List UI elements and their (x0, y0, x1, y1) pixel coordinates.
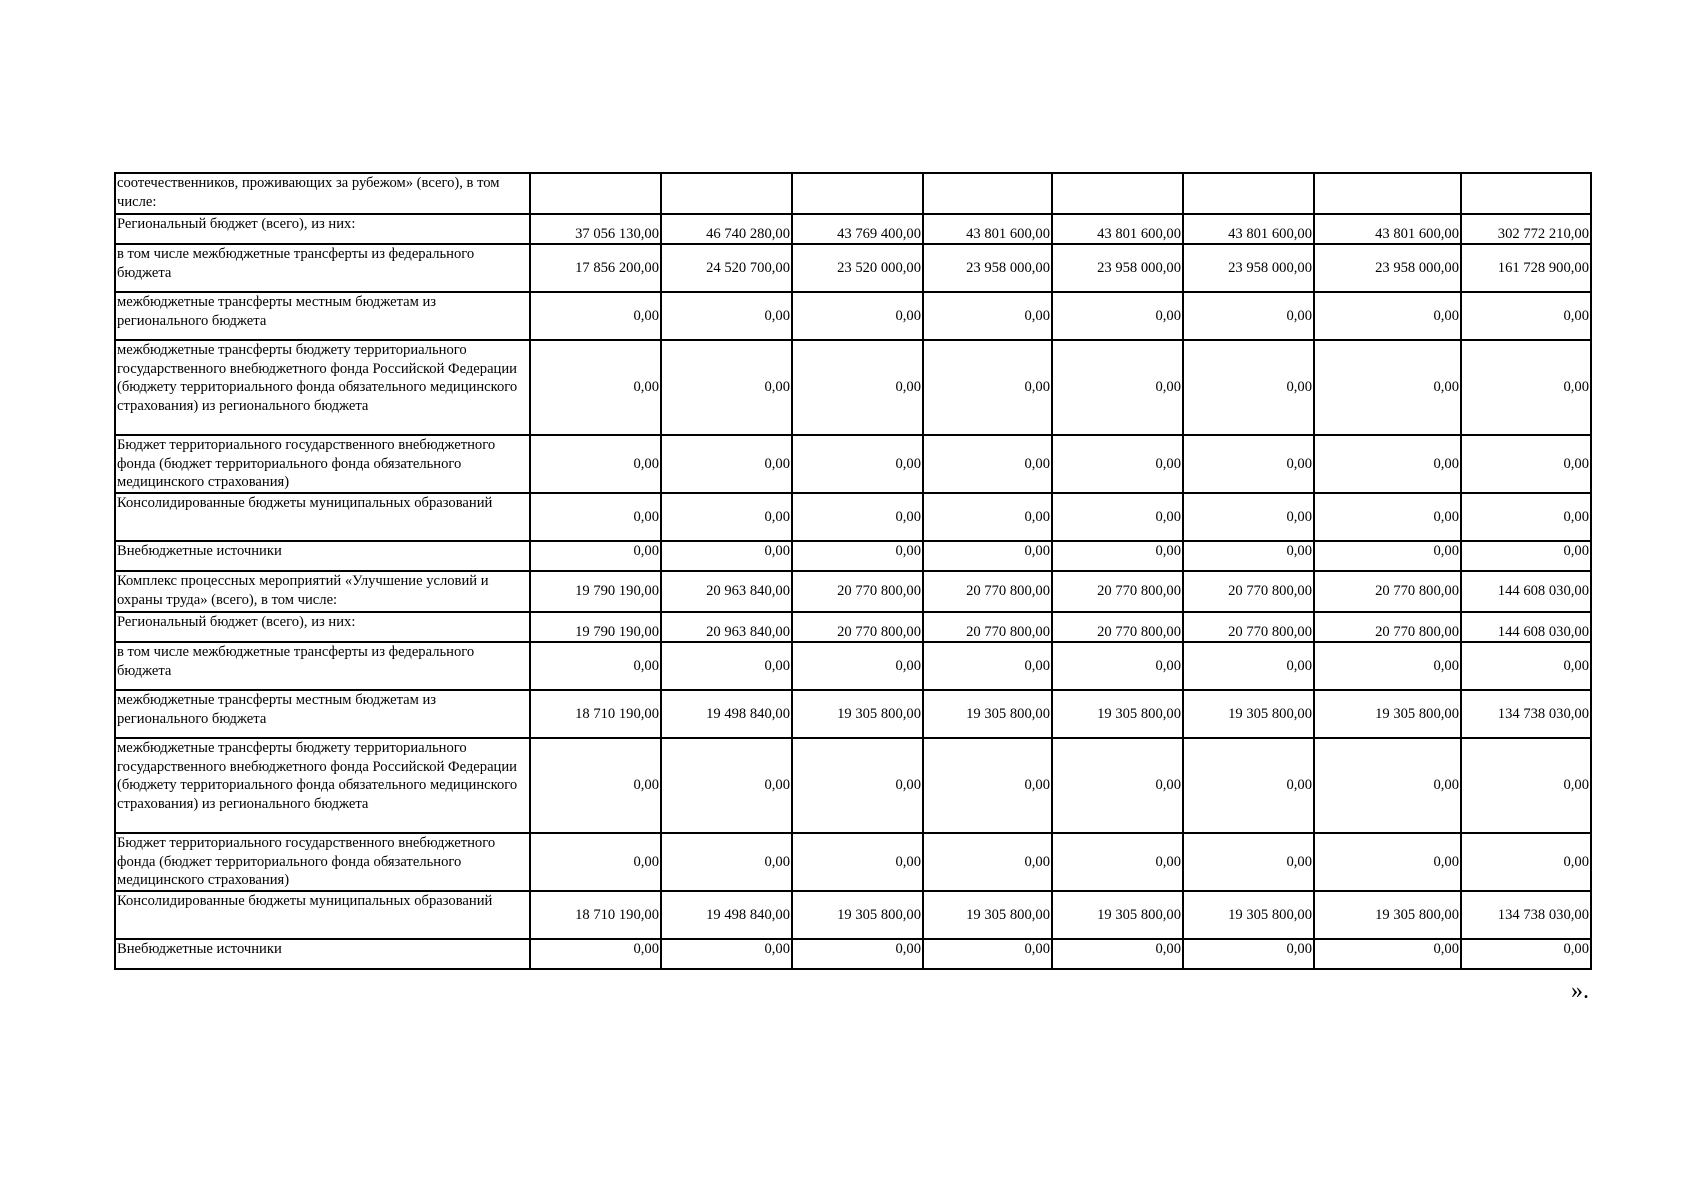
value-cell: 0,00 (1183, 435, 1314, 493)
budget-table (114, 172, 1592, 970)
value-cell: 0,00 (1314, 340, 1461, 435)
value-cell: 19 305 800,00 (923, 690, 1052, 738)
value-cell: 0,00 (530, 292, 661, 340)
table-row (115, 435, 1591, 493)
table-row (115, 642, 1591, 690)
value-cell: 0,00 (1314, 939, 1461, 969)
value-cell: 0,00 (661, 833, 792, 891)
row-label: Бюджет территориального государственного внебюджетного фонда (бюджет территориального фонда обязательного медицинского страхования) (115, 435, 530, 493)
row-label: межбюджетные трансферты бюджету территориального государственного внебюджетного фонда Российской Федерации (бюджету территориального фонда обязательного медицинского страхования) из регионального бюджета (115, 738, 530, 833)
value-cell: 0,00 (661, 340, 792, 435)
value-cell: 19 305 800,00 (923, 891, 1052, 939)
value-cell: 0,00 (923, 340, 1052, 435)
value-cell: 144 608 030,00 (1461, 571, 1591, 612)
value-cell: 0,00 (923, 738, 1052, 833)
value-cell: 0,00 (1314, 493, 1461, 541)
value-cell: 20 770 800,00 (1314, 612, 1461, 642)
value-cell: 0,00 (923, 292, 1052, 340)
table-row (115, 173, 1591, 214)
value-cell: 161 728 900,00 (1461, 244, 1591, 292)
row-label: в том числе межбюджетные трансферты из федерального бюджета (115, 642, 530, 690)
value-cell: 20 963 840,00 (661, 612, 792, 642)
value-cell: 0,00 (1461, 939, 1591, 969)
value-cell: 0,00 (530, 738, 661, 833)
value-cell: 0,00 (1052, 435, 1183, 493)
value-cell: 0,00 (1461, 642, 1591, 690)
value-cell: 20 770 800,00 (923, 571, 1052, 612)
value-cell: 0,00 (1461, 493, 1591, 541)
value-cell: 0,00 (1461, 738, 1591, 833)
closing-quote-mark: ». (1571, 978, 1589, 1004)
value-cell: 20 770 800,00 (792, 571, 923, 612)
table-row (115, 612, 1591, 642)
value-cell: 18 710 190,00 (530, 690, 661, 738)
value-cell: 18 710 190,00 (530, 891, 661, 939)
table-body (115, 173, 1591, 969)
value-cell: 0,00 (1183, 939, 1314, 969)
value-cell (792, 173, 923, 214)
value-cell: 0,00 (1314, 642, 1461, 690)
value-cell: 19 498 840,00 (661, 690, 792, 738)
row-label: Внебюджетные источники (115, 541, 530, 571)
value-cell: 134 738 030,00 (1461, 891, 1591, 939)
value-cell: 19 305 800,00 (792, 891, 923, 939)
value-cell: 23 958 000,00 (1052, 244, 1183, 292)
value-cell: 0,00 (1052, 642, 1183, 690)
table-row (115, 571, 1591, 612)
value-cell (661, 173, 792, 214)
table-row (115, 340, 1591, 435)
value-cell: 19 305 800,00 (1183, 690, 1314, 738)
value-cell: 23 958 000,00 (923, 244, 1052, 292)
value-cell: 134 738 030,00 (1461, 690, 1591, 738)
value-cell: 0,00 (1461, 340, 1591, 435)
value-cell: 0,00 (530, 642, 661, 690)
value-cell: 0,00 (1314, 435, 1461, 493)
value-cell: 0,00 (661, 493, 792, 541)
value-cell: 19 498 840,00 (661, 891, 792, 939)
value-cell: 0,00 (792, 642, 923, 690)
value-cell: 0,00 (1314, 738, 1461, 833)
value-cell: 0,00 (1052, 833, 1183, 891)
value-cell: 0,00 (1183, 340, 1314, 435)
value-cell: 0,00 (1461, 435, 1591, 493)
value-cell: 43 801 600,00 (1052, 214, 1183, 244)
value-cell: 17 856 200,00 (530, 244, 661, 292)
value-cell: 20 770 800,00 (1052, 612, 1183, 642)
row-label: Бюджет территориального государственного внебюджетного фонда (бюджет территориального фонда обязательного медицинского страхования) (115, 833, 530, 891)
row-label: в том числе межбюджетные трансферты из федерального бюджета (115, 244, 530, 292)
value-cell: 302 772 210,00 (1461, 214, 1591, 244)
row-label: Региональный бюджет (всего), из них: (115, 612, 530, 642)
value-cell: 19 790 190,00 (530, 612, 661, 642)
value-cell: 0,00 (1461, 833, 1591, 891)
value-cell: 0,00 (923, 493, 1052, 541)
value-cell: 0,00 (1052, 292, 1183, 340)
value-cell: 0,00 (1183, 738, 1314, 833)
value-cell (1052, 173, 1183, 214)
row-label: Консолидированные бюджеты муниципальных образований (115, 891, 530, 939)
value-cell: 23 958 000,00 (1314, 244, 1461, 292)
value-cell: 20 770 800,00 (1183, 571, 1314, 612)
row-label: Внебюджетные источники (115, 939, 530, 969)
value-cell: 0,00 (1461, 541, 1591, 571)
value-cell: 0,00 (1052, 541, 1183, 571)
value-cell: 19 305 800,00 (792, 690, 923, 738)
value-cell: 0,00 (1052, 493, 1183, 541)
value-cell: 0,00 (661, 939, 792, 969)
value-cell (923, 173, 1052, 214)
row-label: Комплекс процессных мероприятий «Улучшение условий и охраны труда» (всего), в том числе: (115, 571, 530, 612)
value-cell: 20 770 800,00 (1052, 571, 1183, 612)
value-cell: 0,00 (661, 738, 792, 833)
value-cell: 0,00 (1052, 340, 1183, 435)
value-cell: 0,00 (1314, 292, 1461, 340)
value-cell: 0,00 (530, 541, 661, 571)
value-cell: 144 608 030,00 (1461, 612, 1591, 642)
value-cell: 19 305 800,00 (1314, 891, 1461, 939)
value-cell: 0,00 (1314, 541, 1461, 571)
table-row (115, 690, 1591, 738)
value-cell: 0,00 (1183, 541, 1314, 571)
value-cell: 20 770 800,00 (1183, 612, 1314, 642)
value-cell: 0,00 (530, 833, 661, 891)
value-cell (530, 173, 661, 214)
table-row (115, 738, 1591, 833)
table-row (115, 292, 1591, 340)
value-cell: 19 305 800,00 (1052, 891, 1183, 939)
table-row (115, 214, 1591, 244)
value-cell: 0,00 (530, 340, 661, 435)
value-cell: 19 305 800,00 (1314, 690, 1461, 738)
value-cell: 0,00 (1314, 833, 1461, 891)
value-cell: 0,00 (1183, 292, 1314, 340)
value-cell (1314, 173, 1461, 214)
row-label: соотечественников, проживающих за рубежом» (всего), в том числе: (115, 173, 530, 214)
value-cell: 0,00 (1052, 738, 1183, 833)
value-cell: 23 958 000,00 (1183, 244, 1314, 292)
value-cell: 0,00 (923, 541, 1052, 571)
value-cell: 24 520 700,00 (661, 244, 792, 292)
row-label: Консолидированные бюджеты муниципальных образований (115, 493, 530, 541)
value-cell: 0,00 (792, 541, 923, 571)
value-cell: 0,00 (923, 435, 1052, 493)
table-row (115, 244, 1591, 292)
table-row (115, 541, 1591, 571)
table-row (115, 833, 1591, 891)
value-cell: 0,00 (792, 939, 923, 969)
value-cell: 0,00 (1183, 493, 1314, 541)
value-cell: 43 801 600,00 (1314, 214, 1461, 244)
value-cell: 0,00 (1052, 939, 1183, 969)
value-cell: 0,00 (792, 340, 923, 435)
value-cell: 43 801 600,00 (923, 214, 1052, 244)
value-cell: 0,00 (1461, 292, 1591, 340)
value-cell: 0,00 (923, 642, 1052, 690)
value-cell (1461, 173, 1591, 214)
value-cell (1183, 173, 1314, 214)
value-cell: 0,00 (792, 493, 923, 541)
table-row (115, 939, 1591, 969)
value-cell: 0,00 (530, 939, 661, 969)
row-label: межбюджетные трансферты местным бюджетам из регионального бюджета (115, 690, 530, 738)
value-cell: 0,00 (923, 833, 1052, 891)
row-label: Региональный бюджет (всего), из них: (115, 214, 530, 244)
value-cell: 37 056 130,00 (530, 214, 661, 244)
value-cell: 0,00 (661, 541, 792, 571)
row-label: межбюджетные трансферты местным бюджетам из регионального бюджета (115, 292, 530, 340)
value-cell: 0,00 (661, 435, 792, 493)
value-cell: 0,00 (792, 292, 923, 340)
value-cell: 23 520 000,00 (792, 244, 923, 292)
value-cell: 20 963 840,00 (661, 571, 792, 612)
value-cell: 19 305 800,00 (1183, 891, 1314, 939)
value-cell: 0,00 (530, 435, 661, 493)
value-cell: 43 769 400,00 (792, 214, 923, 244)
value-cell: 19 790 190,00 (530, 571, 661, 612)
value-cell: 0,00 (792, 833, 923, 891)
value-cell: 0,00 (1183, 642, 1314, 690)
value-cell: 0,00 (661, 292, 792, 340)
value-cell: 43 801 600,00 (1183, 214, 1314, 244)
value-cell: 19 305 800,00 (1052, 690, 1183, 738)
value-cell: 20 770 800,00 (923, 612, 1052, 642)
value-cell: 0,00 (792, 738, 923, 833)
value-cell: 0,00 (1183, 833, 1314, 891)
value-cell: 0,00 (530, 493, 661, 541)
value-cell: 0,00 (923, 939, 1052, 969)
value-cell: 20 770 800,00 (792, 612, 923, 642)
table-row (115, 493, 1591, 541)
row-label: межбюджетные трансферты бюджету территориального государственного внебюджетного фонда Российской Федерации (бюджету территориального фонда обязательного медицинского страхования) из регионального бюджета (115, 340, 530, 435)
value-cell: 0,00 (792, 435, 923, 493)
value-cell: 46 740 280,00 (661, 214, 792, 244)
table-row (115, 891, 1591, 939)
value-cell: 20 770 800,00 (1314, 571, 1461, 612)
value-cell: 0,00 (661, 642, 792, 690)
